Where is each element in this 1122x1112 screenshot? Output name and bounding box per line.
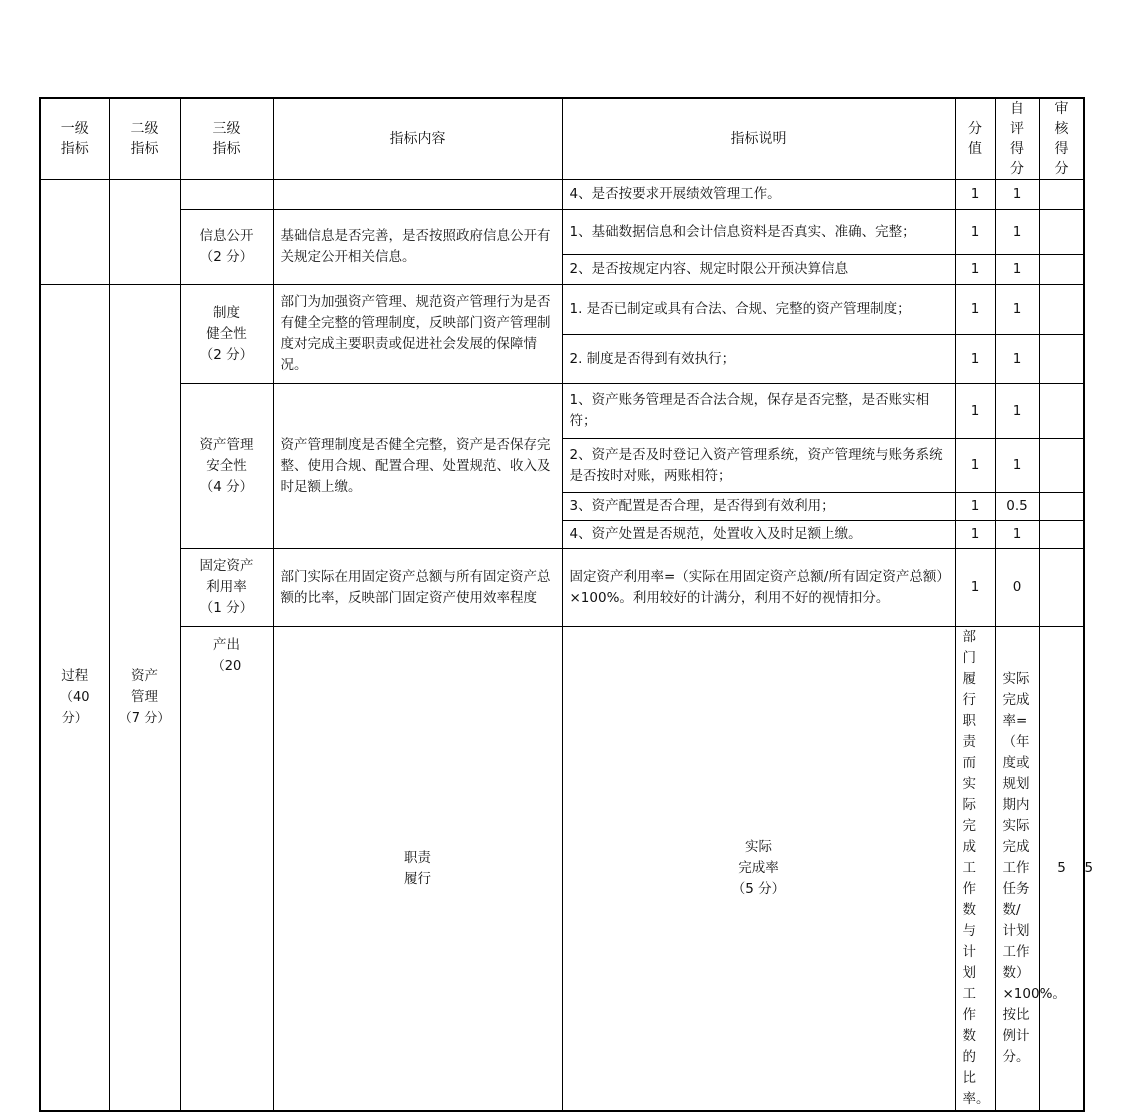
level3-system-soundness: 制度 健全性 （2 分） bbox=[180, 285, 273, 384]
audit-score-cell bbox=[1039, 180, 1084, 210]
self-score-cell: 1 bbox=[995, 521, 1039, 549]
table-row bbox=[40, 180, 1084, 210]
description-cell: 2、是否按规定内容、规定时限公开预决算信息 bbox=[562, 255, 955, 285]
description-cell: 1. 是否已制定或具有合法、合规、完整的资产管理制度； bbox=[562, 285, 955, 335]
level1-output: 产出 （20 bbox=[180, 627, 273, 1112]
description-cell: 实际完成率=（年度或规划期内实际完成工作任务数/计划工作数）×100%。按比例计分。 bbox=[995, 627, 1039, 1112]
level3-completion-rate: 实际 完成率 （5 分） bbox=[562, 627, 955, 1112]
description-cell: 4、是否按要求开展绩效管理工作。 bbox=[562, 180, 955, 210]
self-score-cell: 1 bbox=[995, 180, 1039, 210]
level3-cell-continued bbox=[180, 180, 273, 210]
header-level1: 一级 指标 bbox=[40, 98, 109, 180]
score-cell: 1 bbox=[955, 285, 995, 335]
self-score-cell: 1 bbox=[995, 335, 1039, 384]
level3-info-disclosure: 信息公开 （2 分） bbox=[180, 210, 273, 285]
score-cell: 1 bbox=[955, 384, 995, 439]
table-row bbox=[40, 285, 1084, 335]
audit-score-cell bbox=[1039, 521, 1084, 549]
description-cell: 1、基础数据信息和会计信息资料是否真实、准确、完整； bbox=[562, 210, 955, 255]
content-system-soundness: 部门为加强资产管理、规范资产管理行为是否有健全完整的管理制度，反映部门资产管理制度对完成主要职责或促进社会发展的保障情况。 bbox=[273, 285, 562, 384]
content-completion-rate: 部门履行职责而实际完成工作数与计划工作数的比率。 bbox=[955, 627, 995, 1112]
header-score: 分值 bbox=[955, 98, 995, 180]
self-score-cell: 1 bbox=[995, 255, 1039, 285]
level2-asset-management: 资产 管理 （7 分） bbox=[109, 285, 180, 1112]
score-cell: 1 bbox=[955, 180, 995, 210]
description-cell: 3、资产配置是否合理，是否得到有效利用； bbox=[562, 493, 955, 521]
table-row bbox=[40, 549, 1084, 627]
self-score-cell: 0.5 bbox=[995, 493, 1039, 521]
score-cell: 1 bbox=[955, 255, 995, 285]
score-cell: 1 bbox=[955, 521, 995, 549]
description-cell: 4、资产处置是否规范，处置收入及时足额上缴。 bbox=[562, 521, 955, 549]
header-level3: 三级 指标 bbox=[180, 98, 273, 180]
level1-process: 过程 （40 分） bbox=[40, 285, 109, 1112]
header-description: 指标说明 bbox=[562, 98, 955, 180]
audit-score-cell bbox=[1039, 439, 1084, 493]
level3-asset-safety: 资产管理 安全性 （4 分） bbox=[180, 384, 273, 549]
content-info-disclosure: 基础信息是否完善，是否按照政府信息公开有关规定公开相关信息。 bbox=[273, 210, 562, 285]
audit-score-cell bbox=[1039, 493, 1084, 521]
self-score-cell: 1 bbox=[995, 210, 1039, 255]
table-row: 产出 （20 职责 履行 实际 完成率 （5 分） 部门履行职责而实际完成工作数与计划工作数的比率。 实际完成率=（年度或规划期内实际完成工作任务数/计划工作数）×100%。按比例计分。 5 5 bbox=[40, 627, 1084, 1112]
header-self-score: 自评得分 bbox=[995, 98, 1039, 180]
self-score-cell: 1 bbox=[995, 384, 1039, 439]
evaluation-table bbox=[39, 97, 1094, 1112]
description-cell: 2. 制度是否得到有效执行； bbox=[562, 335, 955, 384]
audit-score-cell bbox=[1039, 210, 1084, 255]
level1-cell-continued bbox=[40, 180, 109, 285]
self-score-cell: 1 bbox=[995, 439, 1039, 493]
score-cell: 1 bbox=[955, 335, 995, 384]
score-cell: 1 bbox=[955, 493, 995, 521]
audit-score-cell bbox=[1039, 285, 1084, 335]
score-cell: 1 bbox=[955, 439, 995, 493]
audit-score-cell bbox=[1039, 384, 1084, 439]
audit-score-cell bbox=[1039, 335, 1084, 384]
score-cell: 1 bbox=[955, 210, 995, 255]
self-score-cell: 1 bbox=[995, 285, 1039, 335]
header-content: 指标内容 bbox=[273, 98, 562, 180]
table-row bbox=[40, 384, 1084, 439]
description-cell: 2、资产是否及时登记入资产管理系统，资产管理统与账务系统是否按时对账，两账相符； bbox=[562, 439, 955, 493]
audit-score-cell bbox=[1039, 255, 1084, 285]
content-cell-continued bbox=[273, 180, 562, 210]
table-row bbox=[40, 210, 1084, 255]
description-cell: 固定资产利用率=（实际在用固定资产总额/所有固定资产总额）×100%。利用较好的计满分，利用不好的视情扣分。 bbox=[562, 549, 955, 627]
score-cell: 1 bbox=[955, 549, 995, 627]
level3-fixed-asset-utilization: 固定资产 利用率 （1 分） bbox=[180, 549, 273, 627]
score-cell: 5 bbox=[1039, 627, 1084, 1112]
audit-score-cell bbox=[1039, 549, 1084, 627]
description-cell: 1、资产账务管理是否合法合规，保存是否完整，是否账实相符； bbox=[562, 384, 955, 439]
header-audit-score: 审核得分 bbox=[1039, 98, 1084, 180]
content-fixed-asset-utilization: 部门实际在用固定资产总额与所有固定资产总额的比率，反映部门固定资产使用效率程度 bbox=[273, 549, 562, 627]
content-asset-safety: 资产管理制度是否健全完整，资产是否保存完整、使用合规、配置合理、处置规范、收入及时足额上缴。 bbox=[273, 384, 562, 549]
level2-cell-continued bbox=[109, 180, 180, 285]
level2-duty-performance: 职责 履行 bbox=[273, 627, 562, 1112]
self-score-cell: 0 bbox=[995, 549, 1039, 627]
header-row bbox=[40, 98, 1084, 180]
header-level2: 二级 指标 bbox=[109, 98, 180, 180]
